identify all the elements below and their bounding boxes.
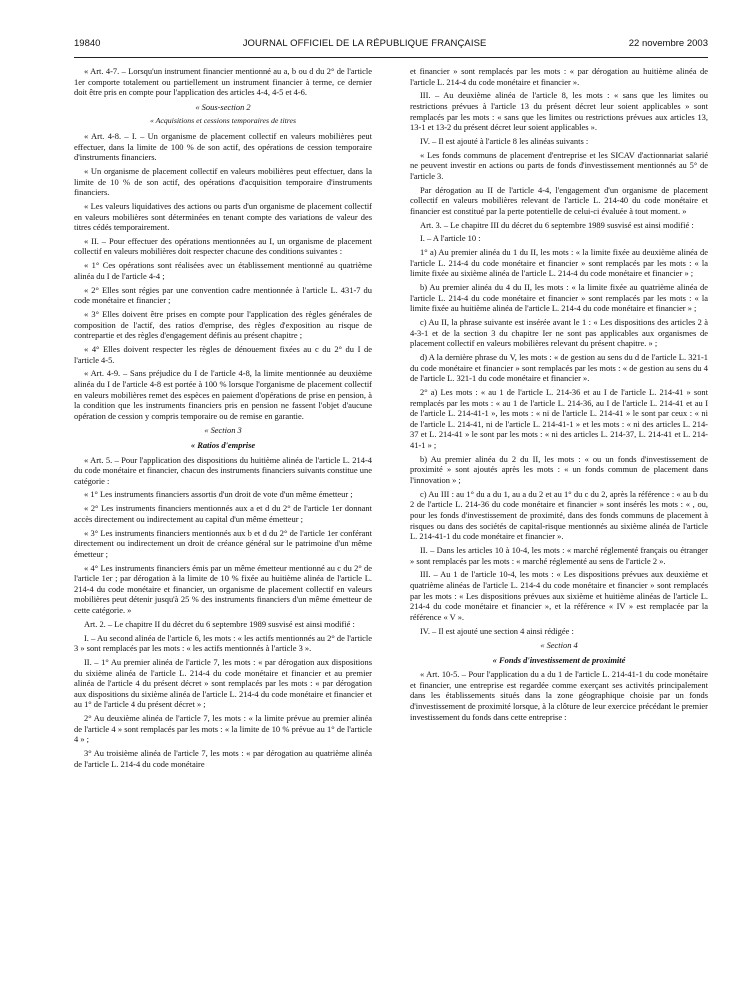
paragraph: 3° Au troisième alinéa de l'article 7, les mots : « par dérogation au quatrième alinéa de l'article L. 214-4 du code monétaire bbox=[74, 748, 372, 769]
paragraph: c) Au III : au 1° du a du 1, au a du 2 et au 1° du c du 2, après la référence : « au b du 2 de l'article L. 214-36 du code monétaire et financier » sont insérés les mots : « , ou, pour les fonds d'investissement de proximité, dans des fonds communs de placement à risques ou dans des sociétés de capital-risque mentionnés au sixième alinéa de l'article L. 214-41-1 du code monétaire et financier ». bbox=[410, 488, 708, 542]
paragraph: I. – Au second alinéa de l'article 6, les mots : « les actifs mentionnés au 2° de l'article 3 » sont remplacés par les mots : « les actifs mentionnés à l'article 3 ». bbox=[74, 632, 372, 654]
paragraph: II. – Dans les articles 10 à 10-4, les mots : « marché réglementé français ou étranger » sont remplacés par les mots : « marché réglementé au sens de l'article 2 ». bbox=[410, 544, 708, 566]
paragraph: III. – Au deuxième alinéa de l'article 8, les mots : « sans que les limites ou restrictions prévues à l'article 13 du présent décret leur soient applicables » sont remplacés par les mots : « sans que les limites ou restrictions prévues aux articles 13, 13-1 et 13-2 du présent décret leur soient applicables ». bbox=[410, 90, 708, 133]
paragraph: « Art. 10-5. – Pour l'application du a du 1 de l'article L. 214-41-1 du code monétaire et financier, une entreprise est regardée comme exerçant ses activités principalement dans les établissements situés dans la zone géographique choisie par un fonds d'investissement de proximité lorsque, à la clôture de leur exercice précédant le premier investissement du fonds dans cette entreprise : bbox=[410, 669, 708, 722]
paragraph: « 3° Elles doivent être prises en compte pour l'application des règles générales de composition de l'actif, des ratios d'emprise, des règles d'exposition au risque de contrepartie et des règles d'engagement définis au présent chapitre ; bbox=[74, 309, 372, 341]
paragraph: I. – A l'article 10 : bbox=[420, 233, 481, 244]
paragraph: Art. 2. – Le chapitre II du décret du 6 septembre 1989 susvisé est ainsi modifié : bbox=[84, 618, 355, 629]
paragraph: IV. – Il est ajouté une section 4 ainsi rédigée : bbox=[420, 625, 574, 636]
paragraph: « 3° Les instruments financiers mentionnés aux b et d du 2° de l'article 1er conférant directement ou indirectement un droit de créance général sur le patrimoine d'un même émetteur ; bbox=[74, 527, 372, 559]
paragraph: IV. – Il est ajouté à l'article 8 les alinéas suivants : bbox=[420, 135, 589, 146]
paragraph: « 4° Elles doivent respecter les règles de dénouement fixées au c du 2° du I de l'article 4-5. bbox=[74, 343, 372, 365]
paragraph: « Art. 5. – Pour l'application des dispositions du huitième alinéa de l'article L. 214-4 du code monétaire et financier, chacun des instruments financiers suivants constitue une catégorie : bbox=[74, 454, 372, 486]
paragraph: « Un organisme de placement collectif en valeurs mobilières peut effectuer, dans la limite de 10 % de son actif, des opérations d'acquisition temporaire d'instruments financiers. bbox=[74, 165, 372, 198]
paragraph: b) Au premier alinéa du 4 du II, les mots : « la limite fixée au quatrième alinéa de l'article L. 214-4 du code monétaire et financier » sont remplacés par les mots : « la limite fixée au huitième alinéa de l'article L. 214-4 du code monétaire et financier » ; bbox=[410, 282, 708, 314]
journal-title: JOURNAL OFFICIEL DE LA RÉPUBLIQUE FRANÇAISE bbox=[242, 38, 487, 49]
paragraph: b) Au premier alinéa du 2 du II, les mots : « ou un fonds d'investissement de proximité » sont ajoutés après les mots : « un fonds commun de placement dans l'innovation » ; bbox=[410, 453, 708, 486]
paragraph: « 2° Elles sont régies par une convention cadre mentionnée à l'article L. 431-7 du code monétaire et financier ; bbox=[74, 284, 372, 306]
left-column bbox=[74, 66, 372, 772]
publication-date: 22 novembre 2003 bbox=[628, 38, 708, 49]
paragraph: « 4° Les instruments financiers émis par un même émetteur mentionné au c du 2° de l'article 1er ; par dérogation à la limite de 10 % fixée au huitième alinéa de l'article L. 214-4 du code monétaire et financier, un organisme de placement collectif en valeurs mobilières peut détenir jusqu'à 25 % des instruments financiers d'un même émetteur de cette catégorie. » bbox=[74, 562, 372, 615]
paragraph: « Art. 4-8. – I. – Un organisme de placement collectif en valeurs mobilières peut effectuer, dans la limite de 100 % de son actif, des opérations de cession temporaire d'instruments financiers. bbox=[74, 130, 372, 163]
paragraph: Art. 3. – Le chapitre III du décret du 6 septembre 1989 susvisé est ainsi modifié : bbox=[420, 219, 694, 230]
section-subtitle: « Ratios d'emprise bbox=[190, 439, 256, 450]
section-heading: « Section 3 bbox=[204, 425, 242, 436]
paragraph: et financier » sont remplacés par les mots : « par dérogation au huitième alinéa de l'article L. 214-4 du code monétaire et financier ». bbox=[410, 66, 708, 87]
paragraph: « Les fonds communs de placement d'entreprise et les SICAV d'actionnariat salarié ne peuvent investir en actions ou parts de fonds d'investissement mentionnés au 5° de l'article 3. bbox=[410, 149, 708, 181]
paragraph: « Les valeurs liquidatives des actions ou parts d'un organisme de placement collectif en valeurs mobilières sont déterminées en tenant compte des variations de valeur des titres cédés temporairement. bbox=[74, 200, 372, 233]
paragraph: « 1° Les instruments financiers assortis d'un droit de vote d'un même émetteur ; bbox=[84, 489, 353, 500]
paragraph: « 1° Ces opérations sont réalisées avec un établissement mentionné au quatrième alinéa du I de l'article 4-4 ; bbox=[74, 260, 372, 281]
paragraph: « 2° Les instruments financiers mentionnés aux a et d du 2° de l'article 1er donnant accès directement ou indirectement au capital d'un même émetteur ; bbox=[74, 503, 372, 524]
section-heading: « Sous-section 2 bbox=[195, 101, 251, 112]
paragraph: III. – Au 1 de l'article 10-4, les mots : « Les dispositions prévues aux deuxième et quatrième alinéas de l'article L. 214-4 du code monétaire et financier » sont remplacés par les mots : « Les dispositions prévues aux sixième et huitième alinéas de l'article L. 214-4 du code monétaire et financier », et la référence « IV » est remplacée par la référence « V ». bbox=[410, 569, 708, 622]
paragraph: « II. – Pour effectuer des opérations mentionnées au I, un organisme de placement collectif en valeurs mobilières doit respecter chacune des conditions suivantes : bbox=[74, 235, 372, 257]
right-column bbox=[410, 66, 708, 772]
paragraph: II. – 1° Au premier alinéa de l'article 7, les mots : « par dérogation aux dispositions du sixième alinéa de l'article L. 214-4 du code monétaire et financier et au premier alinéa de l'article 4 du présent décret » sont remplacés par les mots : « par dérogation aux dispositions du sixième alinéa de l'article L. 214-4 du code monétaire et financier et au 1° de l'article 4 du présent décret » ; bbox=[74, 656, 372, 710]
page-number: 19840 bbox=[74, 38, 101, 49]
section-subtitle: « Acquisitions et cessions temporaires de titres bbox=[149, 116, 297, 126]
section-heading: « Section 4 bbox=[540, 640, 578, 651]
paragraph: Par dérogation au II de l'article 4-4, l'engagement d'un organisme de placement collectif en valeurs mobilières relevant de l'article L. 214-40 du code monétaire et financier est constitué par la perte potentielle de celui-ci évaluée à tout moment. » bbox=[410, 184, 708, 216]
paragraph: c) Au II, la phrase suivante est insérée avant le 1 : « Les dispositions des articles 2 à 4-3-1 et de la section 3 du chapitre Ier ne sont pas applicables aux organismes de placement collectif en valeurs mobilières relevant du présent chapitre. » ; bbox=[410, 317, 708, 349]
paragraph: « Art. 4-9. – Sans préjudice du I de l'article 4-8, la limite mentionnée au deuxième alinéa du I de l'article 4-8 est portée à 100 % lorsque l'organisme de placement collectif en valeurs mobilières remet des espèces en paiement d'opérations de prise en pension, à la condition que les instruments financiers pris en pension ne fassent l'objet d'aucune opération de cession y compris temporaire ou de remise en garantie. bbox=[74, 368, 372, 421]
paragraph: d) A la dernière phrase du V, les mots : « de gestion au sens du d de l'article L. 321-1 du code monétaire et financier » sont remplacés par les mots : « de gestion au sens du 4 de l'article L. 321-1 du code monétaire et financier ». bbox=[410, 352, 708, 384]
paragraph: 2° Au deuxième alinéa de l'article 7, les mots : « la limite prévue au premier alinéa de l'article 4 » sont remplacés par les mots : « la limite de 10 % prévue au 1° de l'article 4 » ; bbox=[74, 713, 372, 745]
paragraph: 2° a) Les mots : « au 1 de l'article L. 214-36 et au I de l'article L. 214-41 » sont remplacés par les mots : « au 1 de l'article L. 214-36, au I de l'article L. 214-41 et au I de l'article L. 214-41-1 », les mots : « ni de l'article L. 214-41 » le sont par ceux : « ni de l'article L. 214-41, ni de l'article L. 214-41-1 » et les mots : « ni des articles L. 214-37 et L. 214-41 » le sont par les mots : « ni des articles L. 214-37, L. 214-41 et L. 214-41-1 » ; bbox=[410, 387, 708, 451]
paragraph: « Art. 4-7. – Lorsqu'un instrument financier mentionné au a, b ou d du 2° de l'article 1er comporte totalement ou partiellement un instrument financier à terme, ce dernier doit être pris en compte pour l'application des articles 4-4, 4-5 et 4-6. bbox=[74, 66, 372, 98]
section-subtitle: « Fonds d'investissement de proximité bbox=[492, 654, 626, 665]
page-header bbox=[74, 38, 708, 58]
paragraph: 1° a) Au premier alinéa du 1 du II, les mots : « la limite fixée au deuxième alinéa de l'article L. 214-4 du code monétaire et financier » sont remplacés par les mots : « la limite fixée au sixième alinéa de l'article L. 214-4 du code monétaire et financier » ; bbox=[410, 247, 708, 279]
